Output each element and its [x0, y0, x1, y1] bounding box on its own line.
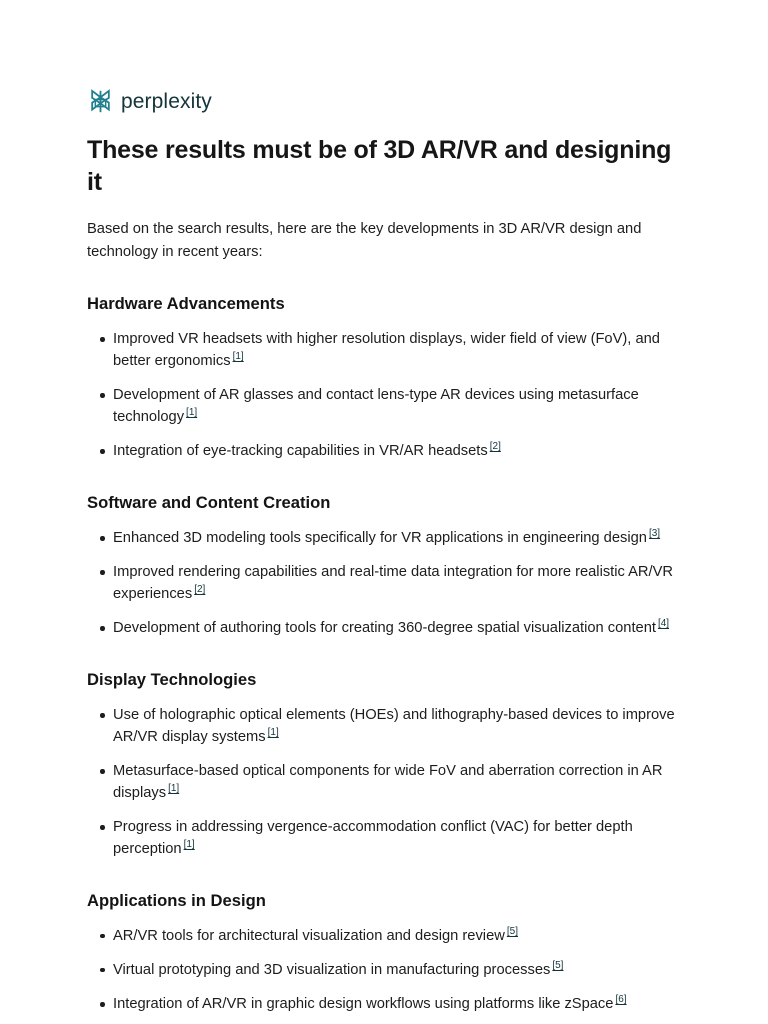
bullet-text: AR/VR tools for architectural visualization and design review — [113, 927, 505, 944]
bullet-text: Improved VR headsets with higher resolution displays, wider field of view (FoV), and better ergonomics — [113, 331, 660, 370]
content-section — [87, 891, 683, 1016]
citation-superscript — [186, 407, 197, 418]
citation-superscript — [268, 727, 279, 738]
bullet-item — [100, 817, 683, 861]
bullet-item — [100, 385, 683, 429]
content-section — [87, 670, 683, 861]
citation-superscript — [490, 441, 501, 452]
bullet-item — [100, 562, 683, 606]
bullet-list — [87, 705, 683, 861]
bullet-text: Metasurface-based optical components for wide FoV and aberration correction in AR displays — [113, 763, 663, 801]
bullet-text: Progress in addressing vergence-accommodation conflict (VAC) for better depth perception — [113, 819, 633, 857]
bullet-item — [100, 960, 683, 982]
perplexity-brand — [87, 88, 683, 115]
bullet-text: Integration of AR/VR in graphic design workflows using platforms like zSpace — [113, 996, 614, 1013]
citation-link[interactable]: [6] — [615, 994, 627, 1006]
content-section — [87, 294, 683, 463]
citation-superscript — [658, 618, 669, 629]
bullet-item — [100, 926, 683, 948]
bullet-text: Virtual prototyping and 3D visualization in manufacturing processes — [113, 961, 551, 978]
bullet-list — [87, 329, 683, 463]
citation-superscript — [184, 839, 195, 850]
bullet-item — [100, 994, 683, 1016]
citation-superscript — [507, 926, 518, 937]
citation-superscript — [552, 960, 563, 971]
bullet-item — [100, 441, 683, 463]
bullet-item — [100, 329, 683, 373]
section-heading: Hardware Advancements — [87, 294, 285, 314]
bullet-list — [87, 528, 683, 640]
citation-link[interactable]: [5] — [506, 925, 518, 937]
citation-superscript — [168, 783, 179, 794]
perplexity-logo-icon — [87, 88, 114, 115]
citation-link[interactable]: [2] — [489, 441, 501, 453]
bullet-text: Integration of eye-tracking capabilities in VR/AR headsets — [113, 443, 488, 460]
citation-superscript — [615, 994, 626, 1005]
perplexity-wordmark: perplexity — [121, 89, 212, 113]
content-section — [87, 493, 683, 640]
intro-paragraph: Based on the search results, here are the key developments in 3D AR/VR design and technology in recent years: — [87, 221, 642, 261]
citation-link[interactable]: [2] — [194, 584, 206, 596]
bullet-item — [100, 618, 683, 640]
bullet-text: Improved rendering capabilities and real-time data integration for more realistic AR/VR experiences — [113, 564, 674, 603]
section-heading: Display Technologies — [87, 670, 257, 690]
bullet-item — [100, 528, 683, 550]
sections-container — [87, 294, 683, 1016]
citation-link[interactable]: [4] — [657, 618, 670, 630]
bullet-text: Use of holographic optical elements (HOEs) and lithography-based devices to improve AR/VR display systems — [113, 707, 675, 745]
section-heading: Software and Content Creation — [87, 493, 331, 513]
page-title: These results must be of 3D AR/VR and designing it — [87, 136, 672, 196]
bullet-item — [100, 761, 683, 805]
citation-link[interactable]: [3] — [648, 528, 661, 540]
citation-superscript — [194, 584, 205, 595]
citation-superscript — [233, 351, 244, 362]
section-heading: Applications in Design — [87, 890, 266, 910]
bullet-text: Enhanced 3D modeling tools specifically for VR applications in engineering design — [113, 530, 647, 547]
bullet-text: Development of AR glasses and contact lens-type AR devices using metasurface technology — [113, 387, 639, 426]
citation-link[interactable]: [1] — [186, 407, 198, 419]
bullet-list — [87, 926, 683, 1016]
citation-link[interactable]: [1] — [232, 351, 244, 363]
citation-link[interactable]: [1] — [168, 782, 180, 794]
bullet-text: Development of authoring tools for creating 360-degree spatial visualization content — [113, 620, 656, 637]
citation-link[interactable]: [1] — [267, 726, 279, 738]
citation-superscript — [649, 528, 660, 539]
bullet-item — [100, 705, 683, 749]
citation-link[interactable]: [5] — [552, 959, 564, 971]
document-content — [87, 88, 683, 1016]
citation-link[interactable]: [1] — [183, 838, 195, 850]
